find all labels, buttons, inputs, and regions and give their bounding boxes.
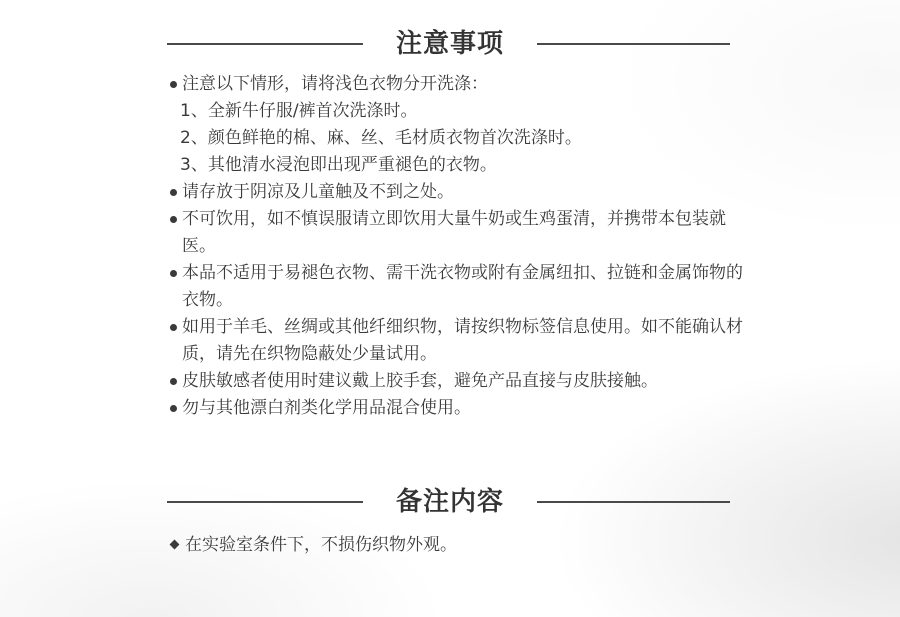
remark-text: 在实验室条件下，不损伤织物外观。	[185, 535, 457, 555]
notice-item-sensitive-skin: 皮肤敏感者使用时建议戴上胶手套，避免产品直接与皮肤接触。	[168, 368, 758, 395]
notice-item-unsuitable: 本品不适用于易褪色衣物、需干洗衣物或附有金属纽扣、拉链和金属饰物的衣物。	[168, 260, 758, 314]
remarks-title: 备注内容	[395, 487, 504, 517]
notice-header-rule-left	[167, 43, 363, 45]
remarks-header-rule-left	[167, 501, 363, 503]
notice-item-no-mixing: 勿与其他漂白剂类化学用品混合使用。	[168, 395, 758, 422]
notice-header	[0, 24, 900, 64]
notice-item-storage: 请存放于阴凉及儿童触及不到之处。	[168, 179, 758, 206]
notice-item-ingestion: 不可饮用，如不慎误服请立即饮用大量牛奶或生鸡蛋清，并携带本包装就医。	[168, 206, 758, 260]
remarks-header-rule-right	[537, 501, 730, 503]
notice-intro: 注意以下情形，请将浅色衣物分开洗涤：	[168, 71, 758, 98]
diamond-bullet-icon	[170, 539, 180, 549]
notice-list	[168, 71, 758, 422]
notice-sub-item-1: 1、全新牛仔服/裤首次洗涤时。	[180, 101, 418, 121]
notice-sub-item-2: 2、颜色鲜艳的棉、麻、丝、毛材质衣物首次洗涤时。	[180, 128, 582, 148]
remarks-header	[0, 482, 900, 522]
notice-header-rule-right	[537, 43, 730, 45]
notice-title: 注意事项	[395, 29, 504, 59]
notice-item-delicate: 如用于羊毛、丝绸或其他纤细织物，请按织物标签信息使用。如不能确认材质，请先在织物隐蔽处少量试用。	[168, 314, 758, 368]
remark-item	[168, 532, 457, 559]
notice-sub-item-3: 3、其他清水浸泡即出现严重褪色的衣物。	[180, 155, 497, 175]
